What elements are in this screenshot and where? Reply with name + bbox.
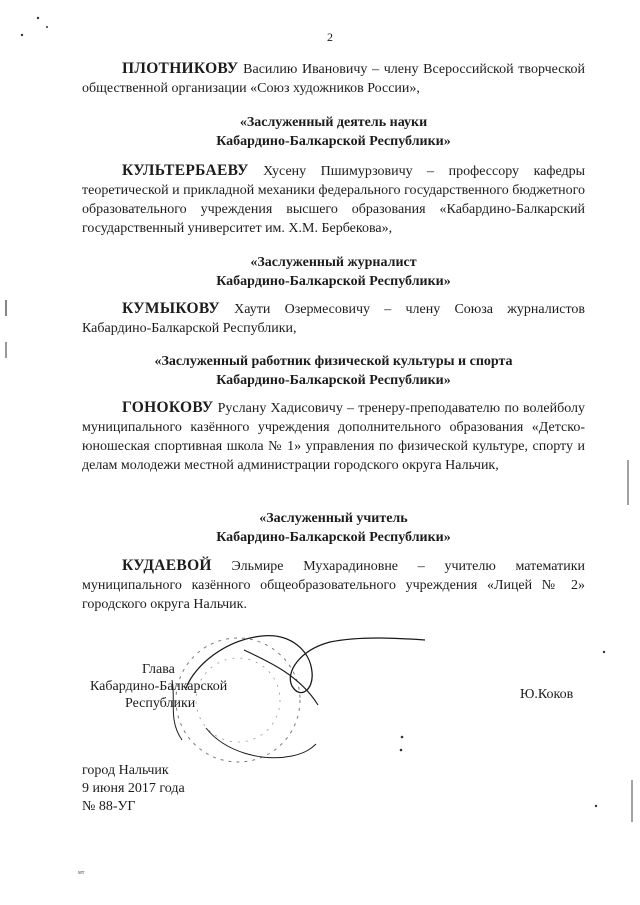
award-title-line2: Кабардино-Балкарской Республики» <box>216 530 451 545</box>
signature-stroke <box>244 650 318 705</box>
recipient-text: Эльмире Мухарадиновне – учителю математики муниципального казённого общеобразовательного учреждения «Лицей № 2» городского округа Нальчик. <box>82 559 585 612</box>
award-title-line1: «Заслуженный журналист <box>250 255 417 270</box>
signatory-name: Ю.Коков <box>520 687 574 702</box>
decree-number: № 88-УГ <box>82 799 136 814</box>
recipient-surname: ГОНОКОВУ <box>122 399 214 416</box>
recipient-surname: КУДАЕВОЙ <box>122 557 212 574</box>
award-title-line2: Кабардино-Балкарской Республики» <box>216 134 451 149</box>
award-title-line2: Кабардино-Балкарской Республики» <box>216 373 451 388</box>
recipient-surname: КУМЫКОВУ <box>122 300 220 317</box>
recipient-text: Хусену Пшимурзовичу – профессору кафедры теоретической и прикладной механики федерального государственного бюджетного образовательного учреждения высшего образования «Кабардино-Балкарский государственный университет им. Х.М. Бербекова», <box>82 164 585 236</box>
award-title-line2: Кабардино-Балкарской Республики» <box>216 274 451 289</box>
scan-speck <box>603 651 605 653</box>
document-footer <box>82 762 185 816</box>
issue-date: 9 июня 2017 года <box>82 781 185 796</box>
recipient-text: Руслану Хадисовичу – тренеру-преподавателю по волейболу муниципального казённого учреждения дополнительного образования «Детско-юношеская спортивная школа № 1» управления по физической культуре, спорту и делам молодежи местной администрации городского округа Нальчик, <box>82 401 585 473</box>
recipient-text: Хаути Озермесовичу – члену Союза журналистов Кабардино-Балкарской Республики, <box>82 302 585 336</box>
signatory-title-line2: Кабардино-Балкарской <box>90 679 228 694</box>
award-title-line1: «Заслуженный работник физической культуры и спорта <box>154 354 513 369</box>
recipient-text: Василию Ивановичу – члену Всероссийской творческой общественной организации «Союз художников России», <box>82 62 585 96</box>
seal-inner-ring <box>196 658 280 742</box>
scan-speck <box>21 34 23 36</box>
signature-stroke <box>206 728 316 758</box>
recipient-surname: КУЛЬТЕРБАЕВУ <box>122 162 249 179</box>
marginal-mark: мт <box>78 870 85 876</box>
award-title-line1: «Заслуженный деятель науки <box>239 115 428 130</box>
scan-speck <box>595 805 597 807</box>
page-number: 2 <box>327 30 333 44</box>
scan-speck <box>401 736 404 739</box>
issue-city: город Нальчик <box>82 763 169 778</box>
award-title-line1: «Заслуженный учитель <box>259 511 408 526</box>
signatory-title-line3: Республики <box>125 696 196 711</box>
scan-speck <box>400 749 403 752</box>
scan-speck <box>46 26 48 28</box>
signatory-title-line1: Глава <box>142 662 175 677</box>
recipient-surname: ПЛОТНИКОВУ <box>122 60 239 77</box>
scan-speck <box>37 17 39 19</box>
